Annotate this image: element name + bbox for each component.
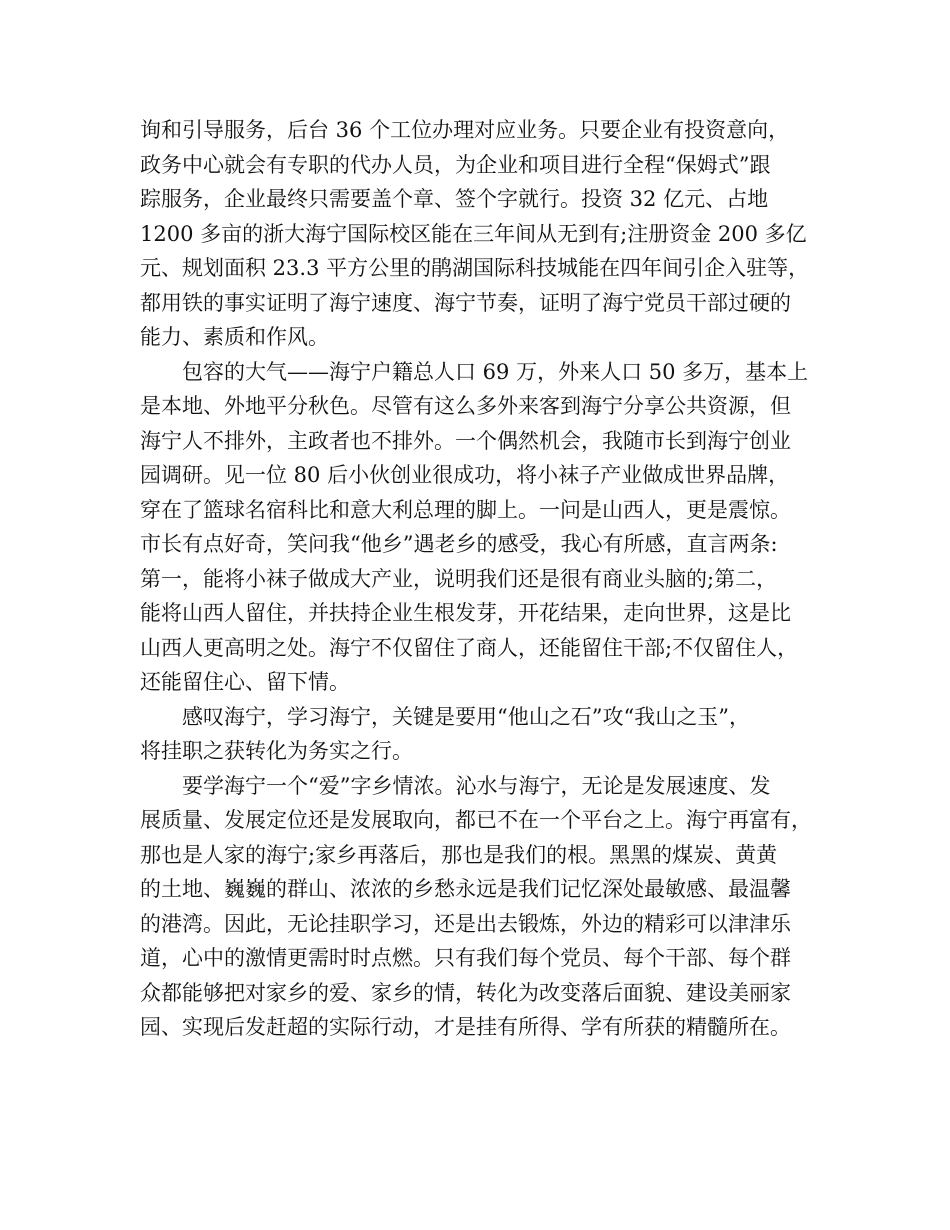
paragraph-2-line-3: 海宁人不排外，主政者也不排外。一个偶然机会，我随市长到海宁创业 — [140, 428, 791, 453]
paragraph-1-line-3: 踪服务，企业最终只需要盖个章、签个字就行。投资 32 亿元、占地 — [140, 187, 769, 211]
paragraph-1-line-4: 1200 多亩的浙大海宁国际校区能在三年间从无到有;注册资金 200 多亿 — [140, 221, 807, 246]
paragraph-2-line-4: 园调研。见一位 80 后小伙创业很成功，将小袜子产业做成世界品牌， — [140, 463, 790, 487]
paragraph-2-line-6: 市长有点好奇，笑问我“他乡”遇老乡的感受，我心有所感，直言两条: — [140, 532, 778, 556]
document-body — [140, 113, 830, 1045]
paragraph-4-line-4: 的土地、巍巍的群山、浓浓的乡愁永远是我们记忆深处最敏感、最温馨 — [140, 877, 791, 901]
paragraph-4-line-2: 展质量、发展定位还是发展取向，都已不在一个平台之上。海宁再富有， — [140, 808, 812, 832]
paragraph-2-line-9: 山西人更高明之处。海宁不仅留住了商人，还能留住干部;不仅留住人， — [140, 635, 799, 660]
paragraph-1-line-1: 询和引导服务，后台 36 个工位办理对应业务。只要企业有投资意向， — [140, 118, 790, 142]
paragraph-2-line-7: 第一，能将小袜子做成大产业，说明我们还是很有商业头脑的;第二， — [140, 566, 778, 591]
paragraph-3-line-1: 感叹海宁，学习海宁，关键是要用“他山之石”攻“我山之玉”， — [182, 704, 750, 729]
paragraph-1 — [140, 113, 830, 355]
paragraph-3-line-2: 将挂职之获转化为务实之行。 — [140, 739, 413, 763]
paragraph-4 — [140, 769, 830, 1045]
paragraph-2-line-8: 能将山西人留住，并扶持企业生根发芽，开花结果，走向世界，这是比 — [140, 601, 791, 625]
paragraph-1-line-2: 政务中心就会有专职的代办人员，为企业和项目进行全程“保姆式”跟 — [140, 152, 771, 177]
paragraph-2-line-1: 包容的大气——海宁户籍总人口 69 万，外来人口 50 多万，基本上 — [182, 359, 809, 384]
paragraph-2 — [140, 355, 830, 700]
paragraph-4-line-8: 园、实现后发赶超的实际行动，才是挂有所得、学有所获的精髓所在。 — [140, 1015, 791, 1039]
paragraph-4-line-1: 要学海宁一个“爱”字乡情浓。沁水与海宁，无论是发展速度、发 — [182, 773, 771, 798]
paragraph-1-line-6: 都用铁的事实证明了海宁速度、海宁节奏，证明了海宁党员干部过硬的 — [140, 290, 791, 315]
paragraph-4-line-7: 众都能够把对家乡的爱、家乡的情，转化为改变落后面貌、建设美丽家 — [140, 980, 791, 1005]
paragraph-1-line-5: 元、规划面积 23.3 平方公里的鹃湖国际科技城能在四年间引企入驻等， — [140, 256, 810, 280]
paragraph-2-line-10: 还能留住心、留下情。 — [140, 670, 350, 694]
paragraph-2-line-5: 穿在了篮球名宿科比和意大利总理的脚上。一问是山西人，更是震惊。 — [140, 497, 791, 522]
paragraph-4-line-3: 那也是人家的海宁;家乡再落后，那也是我们的根。黑黑的煤炭、黄黄 — [140, 842, 778, 867]
paragraph-1-line-7: 能力、素质和作风。 — [140, 325, 329, 349]
paragraph-2-line-2: 是本地、外地平分秋色。尽管有这么多外来客到海宁分享公共资源，但 — [140, 394, 791, 418]
paragraph-4-line-6: 道，心中的激情更需时时点燃。只有我们每个党员、每个干部、每个群 — [140, 946, 791, 970]
paragraph-4-line-5: 的港湾。因此，无论挂职学习，还是出去锻炼，外边的精彩可以津津乐 — [140, 911, 791, 936]
paragraph-3 — [140, 700, 830, 769]
